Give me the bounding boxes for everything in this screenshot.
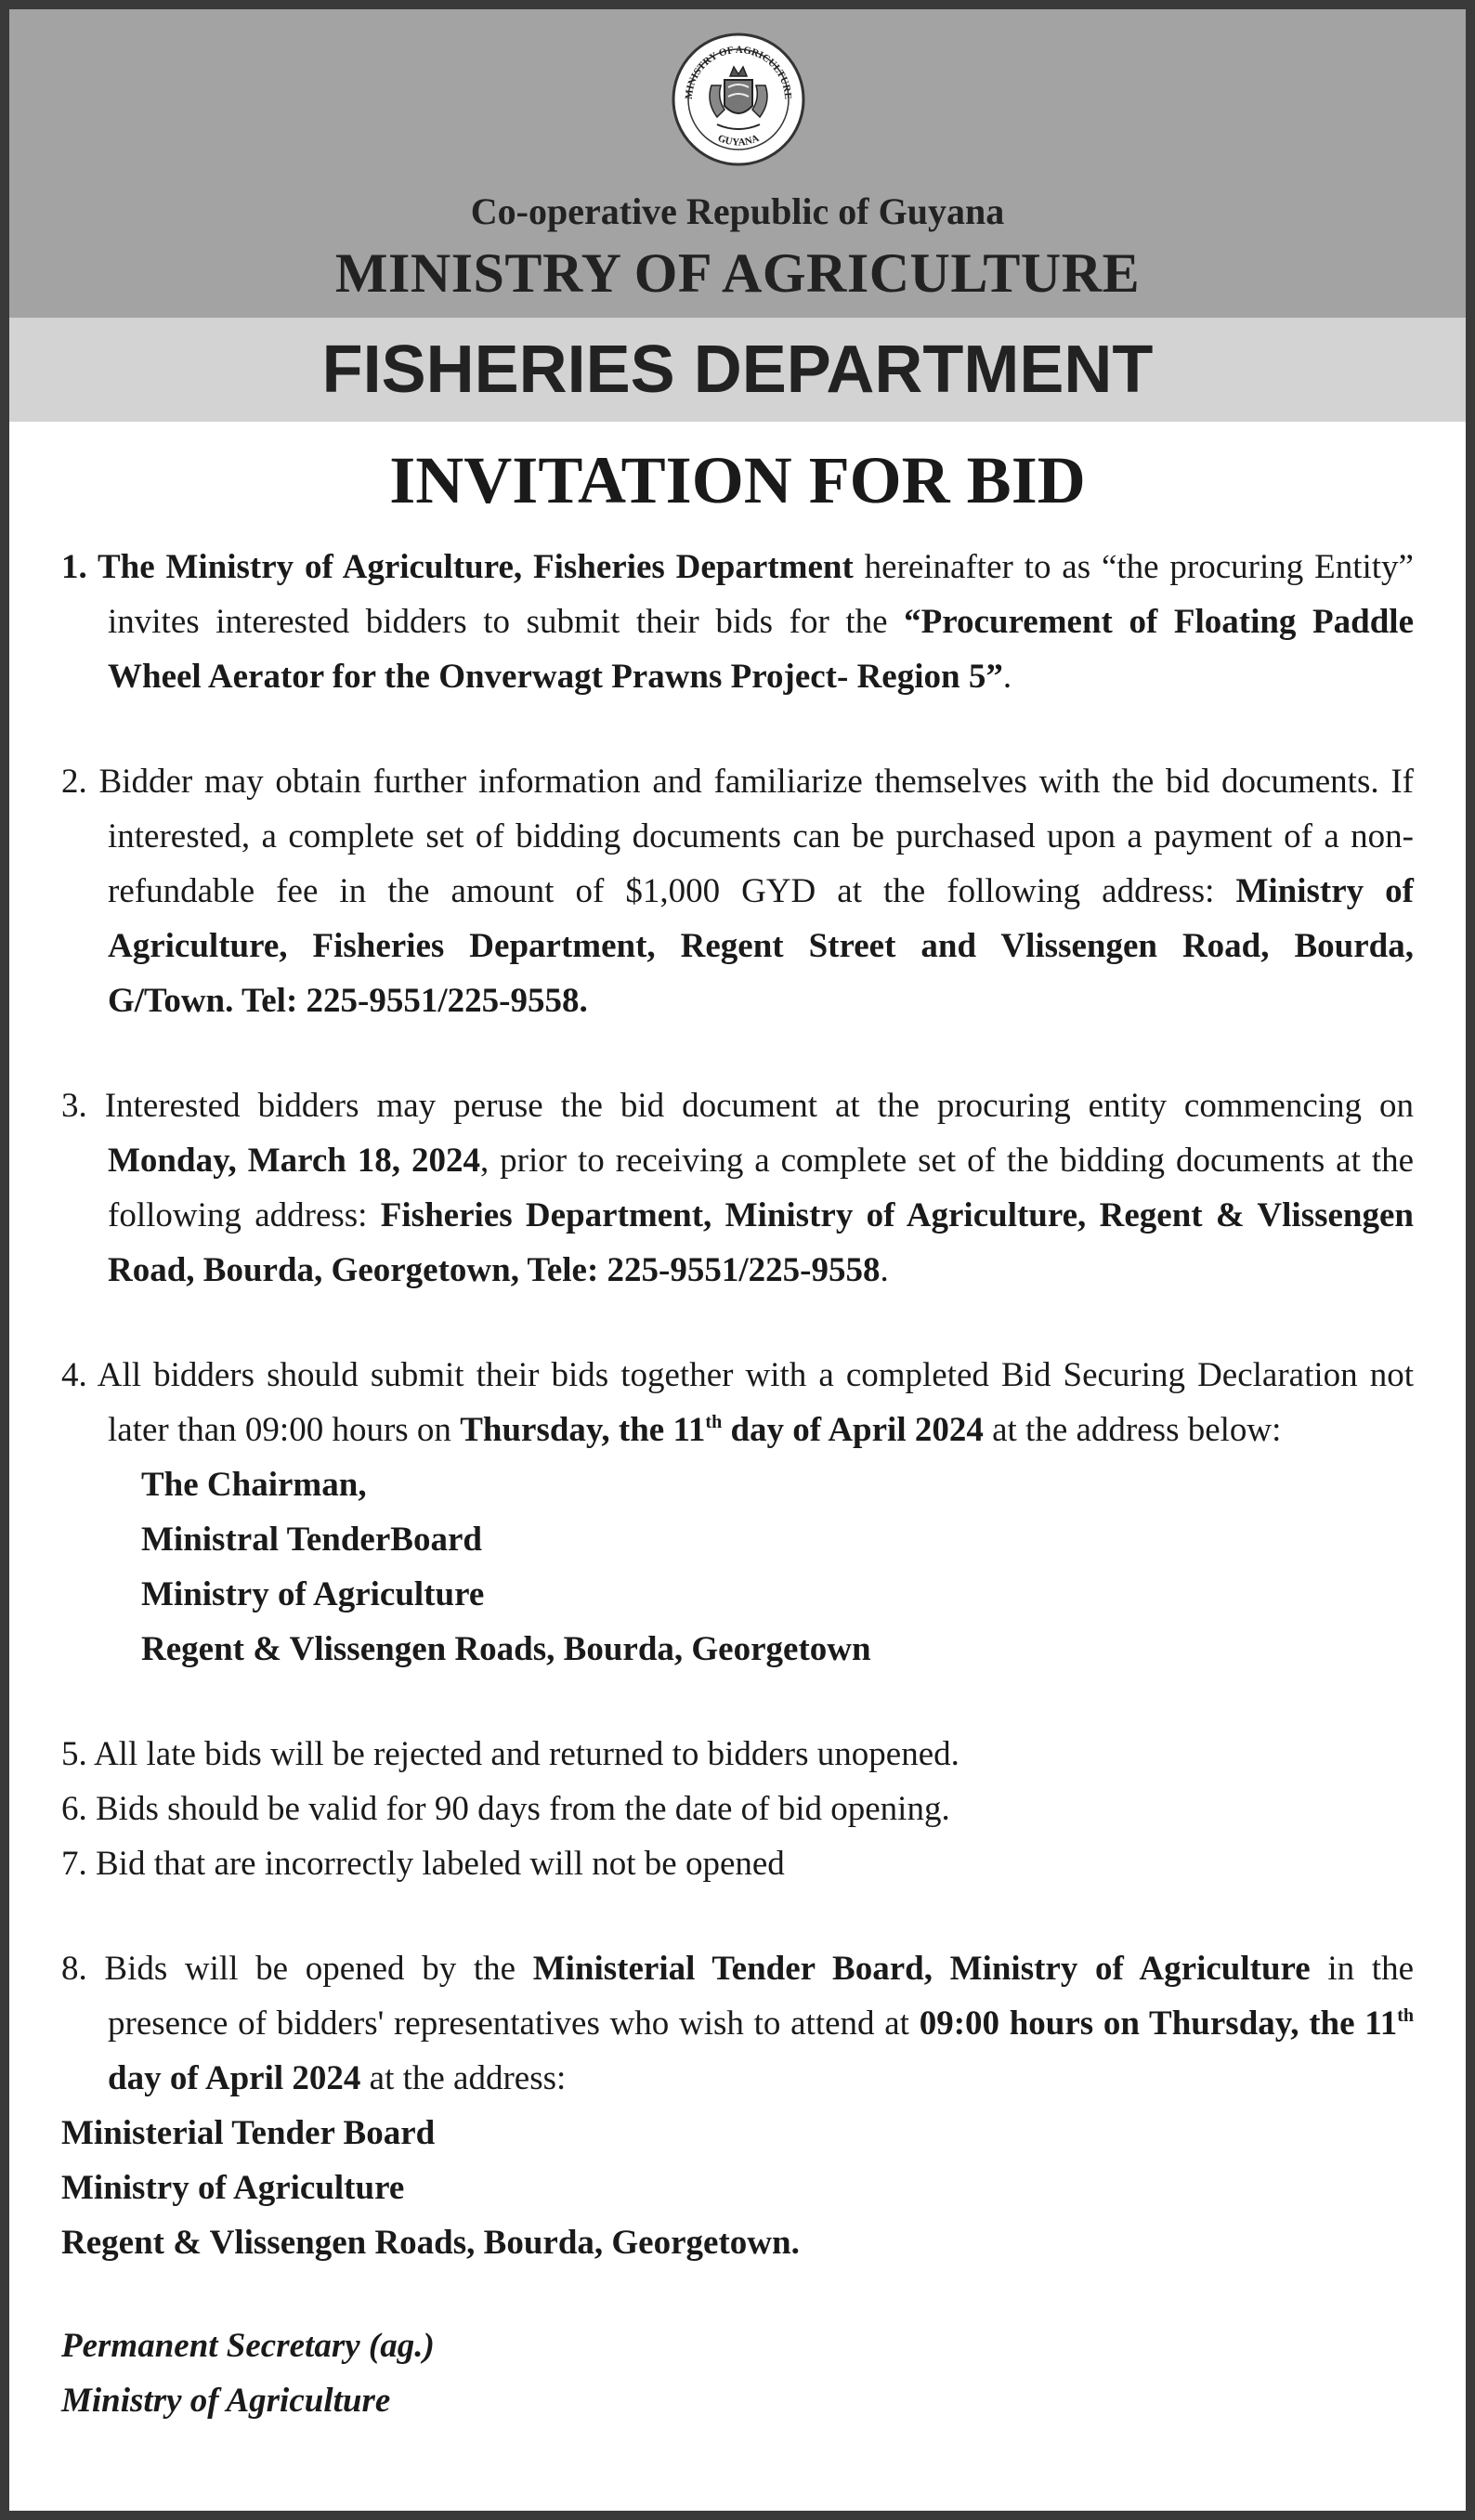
signatory-ministry: Ministry of Agriculture xyxy=(61,2382,391,2420)
p3-bold-address: Fisheries Department, Ministry of Agriculture, Regent & Vlissengen Road, Bourda, Georgetown, Tele: 225-9551/225-9558 xyxy=(108,1196,1414,1289)
seal-bottom-text: GUYANA xyxy=(715,132,762,149)
department-banner: FISHERIES DEPARTMENT xyxy=(9,318,1466,422)
p4-text-1: 4. All bidders should submit their bids together with a completed Bid Securing Declaration not later than 09:00 hours on xyxy=(61,1356,1414,1449)
p4-bold-month: day of April 2024 xyxy=(722,1411,984,1449)
p4-bold-date: Thursday, the 11 xyxy=(460,1411,706,1449)
seal-top-text: MINISTRY OF AGRICULTURE xyxy=(683,44,794,100)
address-line: Ministral TenderBoard xyxy=(141,1521,482,1559)
paragraph-2 xyxy=(61,754,1414,1028)
paragraph-7: 7. Bid that are incorrectly labeled will not be opened xyxy=(61,1845,785,1883)
p8-bold-time: 09:00 hours on Thursday, the 11 xyxy=(919,2004,1398,2043)
tender-board-address xyxy=(61,1457,1414,1677)
p4-text-2: at the address below: xyxy=(983,1411,1282,1449)
header-banner xyxy=(9,9,1466,318)
p1-number: 1. xyxy=(61,548,98,586)
p8-bold-board: Ministerial Tender Board, Ministry of Agriculture xyxy=(532,1950,1311,1988)
p2-text: 2. Bidder may obtain further information and familiarize themselves with the bid documents. If interested, a complete set of bidding documents can be purchased upon a payment of a non-refundable fee in the amount of $1,000 GYD at the following address: xyxy=(61,763,1414,910)
page-title: INVITATION FOR BID xyxy=(389,443,1086,517)
address-line: Ministry of Agriculture xyxy=(141,1575,485,1613)
p1-bold-procurement: “Procurement of Floating Paddle Wheel Aerator for the Onverwagt Prawns Project- Region 5” xyxy=(108,603,1414,696)
p4-superscript: th xyxy=(705,1412,723,1432)
address-line: Regent & Vlissengen Roads, Bourda, Georgetown. xyxy=(61,2224,800,2262)
signature-block xyxy=(61,2318,1414,2428)
p8-superscript: th xyxy=(1397,2005,1415,2026)
paragraph-3 xyxy=(61,1078,1414,1298)
p1-text: hereinafter to as “the procuring Entity” invites interested bidders to submit their bids for the xyxy=(108,548,1414,641)
p8-text-3: at the address: xyxy=(360,2059,567,2097)
paragraph-8 xyxy=(61,1941,1414,2106)
p8-text-1: 8. Bids will be opened by the xyxy=(61,1950,533,1988)
notice-body xyxy=(9,540,1466,2428)
address-line: Ministerial Tender Board xyxy=(61,2114,436,2152)
ministry-seal-icon xyxy=(671,32,806,167)
address-line: The Chairman, xyxy=(141,1466,367,1504)
paragraph-5: 5. All late bids will be rejected and returned to bidders unopened. xyxy=(61,1735,959,1773)
address-line: Ministry of Agriculture xyxy=(61,2169,405,2207)
paragraph-4 xyxy=(61,1348,1414,1457)
p1-bold-entity: The Ministry of Agriculture, Fisheries Department xyxy=(97,548,854,586)
p2-bold-address: Ministry of Agriculture, Fisheries Department, Regent Street and Vlissengen Road, Bourda, G/Town. Tel: 225-9551/225-9558. xyxy=(108,872,1414,1020)
p3-text-2: , prior to receiving a complete set of the bidding documents at the following address: xyxy=(108,1142,1414,1234)
ministry-name: MINISTRY OF AGRICULTURE xyxy=(334,242,1141,304)
paragraph-6: 6. Bids should be valid for 90 days from the date of bid opening. xyxy=(61,1790,950,1828)
p3-text-1: 3. Interested bidders may peruse the bid document at the procuring entity commencing on xyxy=(61,1087,1414,1125)
opening-address xyxy=(61,2106,1414,2270)
advertisement-frame xyxy=(9,9,1466,2511)
republic-name: Co-operative Republic of Guyana xyxy=(470,190,1005,232)
p3-bold-date: Monday, March 18, 2024 xyxy=(108,1142,480,1180)
p1-end: . xyxy=(1002,658,1012,696)
p8-bold-month: day of April 2024 xyxy=(108,2059,361,2097)
signatory-title: Permanent Secretary (ag.) xyxy=(61,2327,435,2365)
p8-text-2: in the presence of bidders' representatives who wish to attend at xyxy=(108,1950,1414,2043)
paragraph-1 xyxy=(61,540,1414,704)
address-line: Regent & Vlissengen Roads, Bourda, Georgetown xyxy=(141,1630,871,1668)
p3-end: . xyxy=(880,1251,889,1289)
